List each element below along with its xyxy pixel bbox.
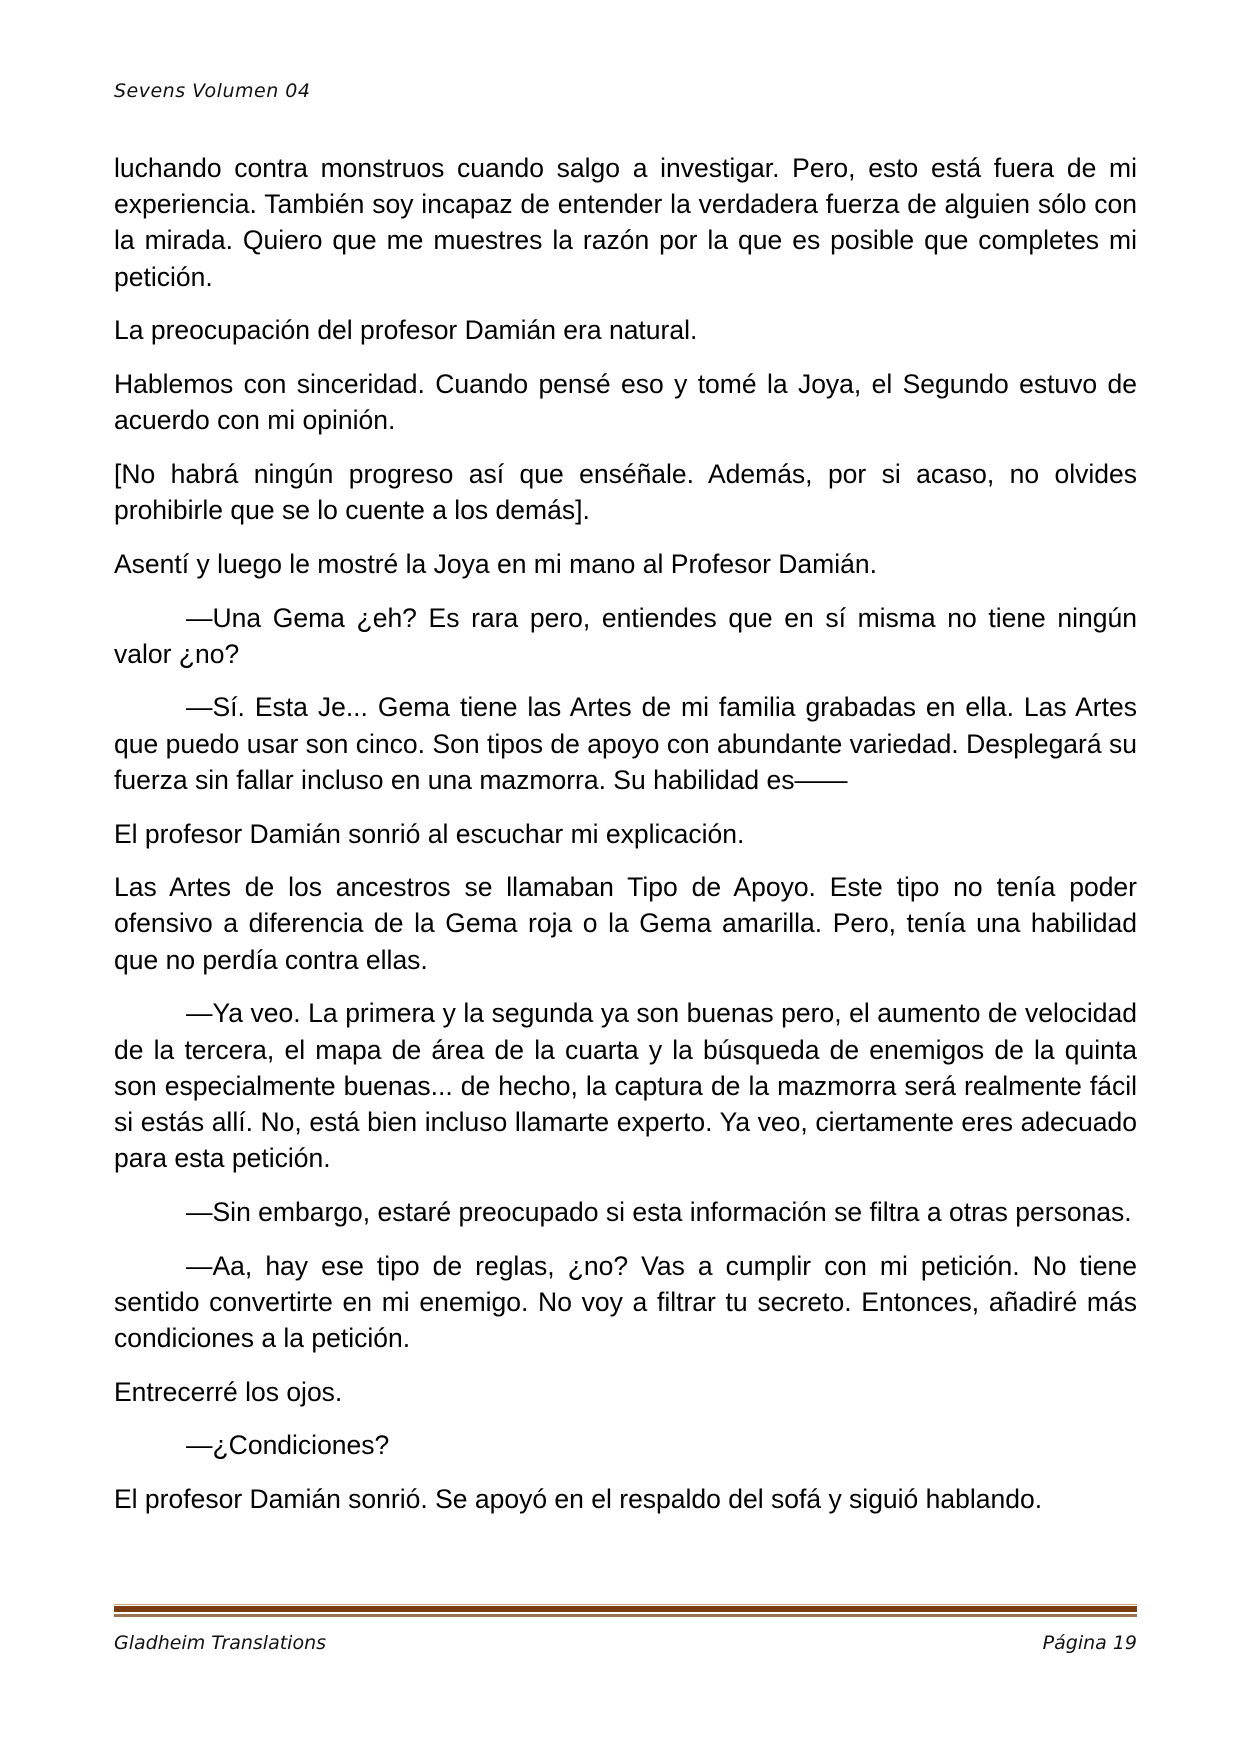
paragraph: Hablemos con sinceridad. Cuando pensé eso y tomé la Joya, el Segundo estuvo de acuerdo con mi opinión. xyxy=(114,369,1137,436)
paragraph: Las Artes de los ancestros se llamaban Tipo de Apoyo. Este tipo no tenía poder ofensivo a diferencia de la Gema roja o la Gema amarilla. Pero, tenía una habilidad que no perdía contra ellas. xyxy=(114,872,1137,975)
footer-rule-thin xyxy=(114,1614,1137,1617)
paragraph: —Aa, hay ese tipo de reglas, ¿no? Vas a cumplir con mi petición. No tiene sentido convertirte en mi enemigo. No voy a filtrar tu secreto. Entonces, añadiré más condiciones a la petición. xyxy=(114,1250,1137,1353)
footer-rule xyxy=(114,1606,1137,1612)
paragraph: [No habrá ningún progreso así que enséñale. Además, por si acaso, no olvides prohibirle que se lo cuente a los demás]. xyxy=(114,458,1137,526)
paragraph: luchando contra monstruos cuando salgo a investigar. Pero, esto está fuera de mi experiencia. También soy incapaz de entender la verdadera fuerza de alguien sólo con la mirada. Quiero que me muestres la razón por la que es posible que completes mi petición. xyxy=(114,153,1137,292)
footer-rule-thin-top xyxy=(114,1604,1137,1605)
running-header: Sevens Volumen 04 xyxy=(114,80,311,102)
paragraph: El profesor Damián sonrió al escuchar mi explicación. xyxy=(114,818,745,849)
paragraph: —Ya veo. La primera y la segunda ya son buenas pero, el aumento de velocidad de la tercera, el mapa de área de la cuarta y la búsqueda de enemigos de la quinta son especialmente buenas... de hecho, la captura de la mazmorra será realmente fácil si estás allí. No, está bien incluso llamarte experto. Ya veo, ciertamente eres adecuado para esta petición. xyxy=(114,998,1137,1174)
paragraph: El profesor Damián sonrió. Se apoyó en el respaldo del sofá y siguió hablando. xyxy=(114,1484,1043,1515)
paragraph: Entrecerré los ojos. xyxy=(114,1376,343,1407)
paragraph: Asentí y luego le mostré la Joya en mi mano al Profesor Damián. xyxy=(114,548,877,579)
footer-publisher: Gladheim Translations xyxy=(114,1632,327,1654)
paragraph: —Sin embargo, estaré preocupado si esta información se filtra a otras personas. xyxy=(186,1196,1132,1227)
page-number: Página 19 xyxy=(1042,1632,1137,1654)
paragraph: —¿Condiciones? xyxy=(186,1430,390,1461)
paragraph: —Sí. Esta Je... Gema tiene las Artes de mi familia grabadas en ella. Las Artes que puedo usar son cinco. Son tipos de apoyo con abundante variedad. Desplegará su fuerza sin fallar incluso en una mazmorra. Su habilidad es—— xyxy=(114,692,1137,795)
paragraph: La preocupación del profesor Damián era natural. xyxy=(114,315,698,346)
paragraph: —Una Gema ¿eh? Es rara pero, entiendes que en sí misma no tiene ningún valor ¿no? xyxy=(114,602,1137,669)
body-text xyxy=(114,150,1137,1535)
